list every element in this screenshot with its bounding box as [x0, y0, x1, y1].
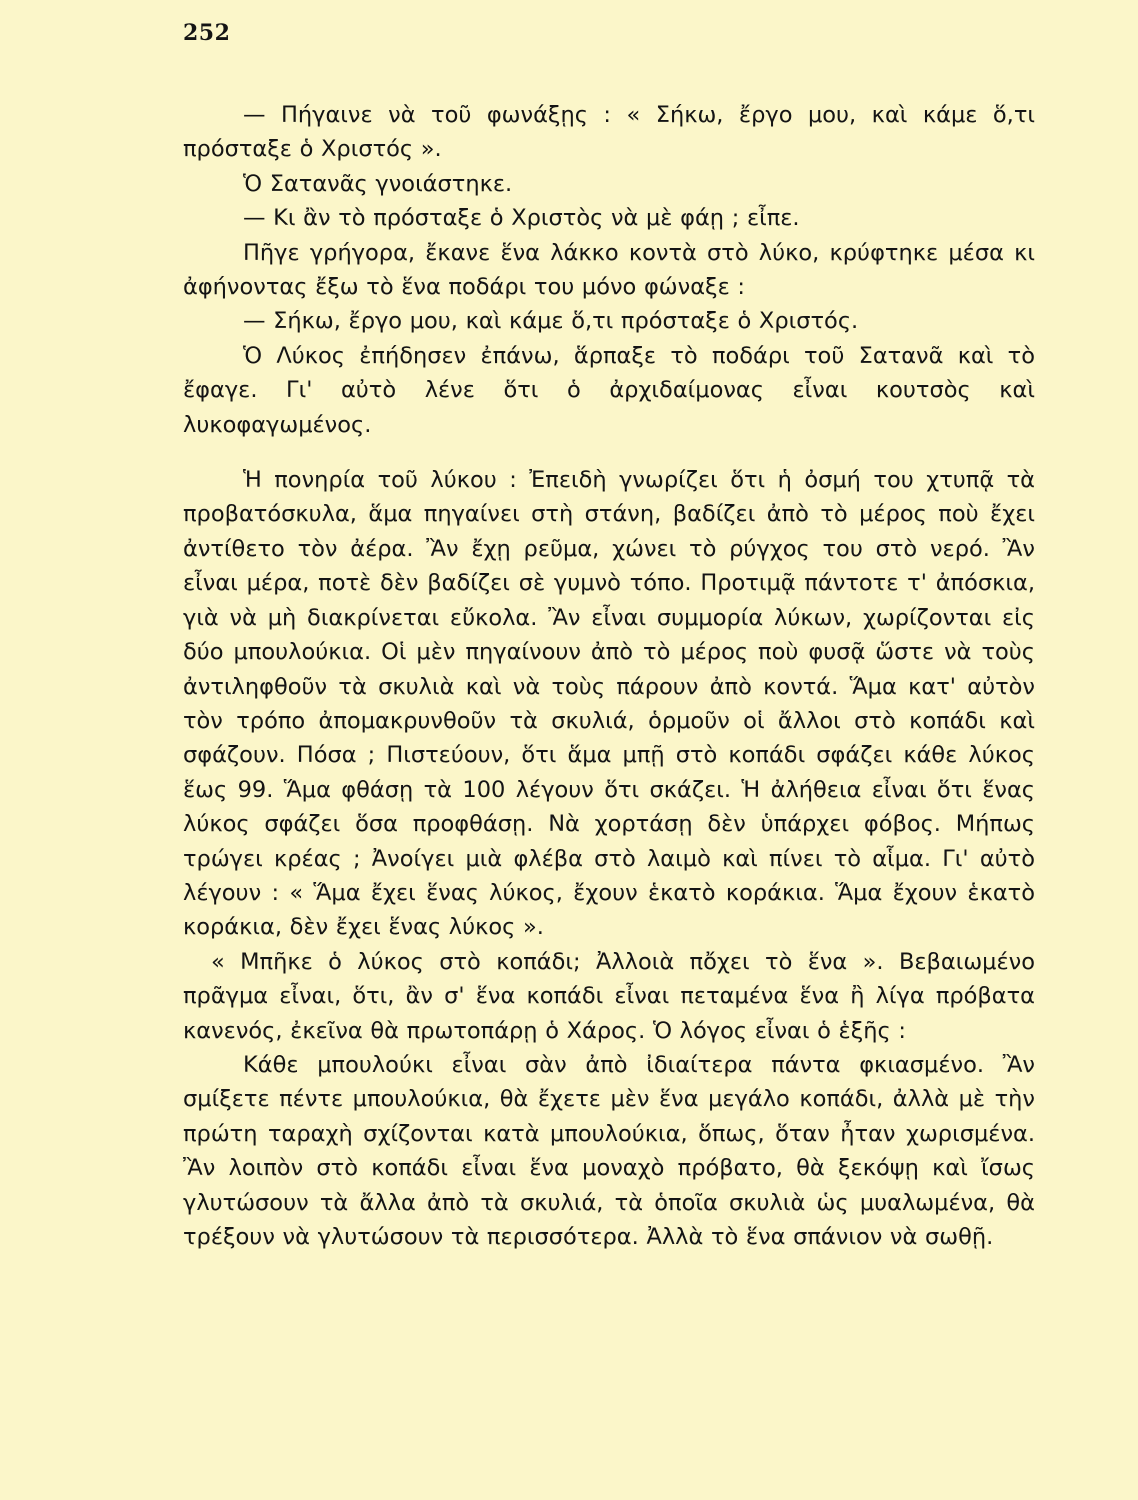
paragraph-2: Ὁ Σατανᾶς γνοιάστηκε.: [243, 170, 513, 197]
paragraph-1: — Πήγαινε νὰ τοῦ φωνάξῃς : « Σήκω, ἔργο μου, καὶ κάμε ὅ,τι πρόσταξε ὁ Χριστός ».: [183, 102, 1035, 163]
paragraph-5: — Σήκω, ἔργο μου, καὶ κάμε ὅ,τι πρόσταξε ὁ Χριστός.: [243, 308, 859, 335]
page-number: 252: [183, 20, 231, 46]
paragraph-4: Πῆγε γρήγορα, ἔκανε ἕνα λάκκο κοντὰ στὸ λύκο, κρύφτηκε μέσα κι ἀφήνοντας ἔξω τὸ ἕνα ποδάρι του μόνο φώναξε :: [183, 239, 1035, 301]
paragraph-3: — Κι ἂν τὸ πρόσταξε ὁ Χριστὸς νὰ μὲ φάῃ ; εἶπε.: [243, 205, 800, 232]
paragraph-8: « Μπῆκε ὁ λύκος στὸ κοπάδι; Ἀλλοιὰ πὄχει τὸ ἕνα ». Βεβαιωμένο πρᾶγμα εἶναι, ὅτι, ἂν σ' ἕνα κοπάδι εἶναι πεταμένα ἕνα ἢ λίγα πρόβατα κανενός, ἐκεῖνα θὰ πρωτοπάρῃ ὁ Χάρος. Ὁ λόγος εἶναι ὁ ἑξῆς :: [183, 948, 1035, 1044]
paragraph-7: Ἡ πονηρία τοῦ λύκου : Ἐπειδὴ γνωρίζει ὅτι ἡ ὀσμή του χτυπᾷ τὰ προβατόσκυλα, ἅμα πηγαίνει στὴ στάνη, βαδίζει ἀπὸ τὸ μέρος ποὺ ἔχει ἀντίθετο τὸν ἀέρα. Ἂν ἔχῃ ρεῦμα, χώνει τὸ ρύγχος του στὸ νερό. Ἂν εἶναι μέρα, ποτὲ δὲν βαδίζει σὲ γυμνὸ τόπο. Προτιμᾷ πάντοτε τ' ἀπόσκια, γιὰ νὰ μὴ διακρίνεται εὔκολα. Ἂν εἶναι συμμορία λύκων, χωρίζονται εἰς δύο μπουλούκια. Οἱ μὲν πηγαίνουν ἀπὸ τὸ μέρος ποὺ φυσᾷ ὥστε νὰ τοὺς ἀντιληφθοῦν τὰ σκυλιὰ καὶ νὰ τοὺς πάρουν ἀπὸ κοντά. Ἅμα κατ' αὐτὸν τὸν τρόπο ἀπομακρυνθοῦν τὰ σκυλιά, ὁρμοῦν οἱ ἄλλοι στὸ κοπάδι καὶ σφάζουν. Πόσα ; Πιστεύουν, ὅτι ἅμα μπῇ στὸ κοπάδι σφάζει κάθε λύκος ἕως 99. Ἅμα φθάσῃ τὰ 100 λέγουν ὅτι σκάζει. Ἡ ἀλήθεια εἶναι ὅτι ἕνας λύκος σφάζει ὅσα προφθάσῃ. Νὰ χορτάσῃ δὲν ὑπάρχει φόβος. Μήπως τρώγει κρέας ; Ἀνοίγει μιὰ φλέβα στὸ λαιμὸ καὶ πίνει τὸ αἷμα. Γι' αὐτὸ λέγουν : « Ἅμα ἔχει ἕνας λύκος, ἔχουν ἑκατὸ κοράκια. Ἅμα ἔχουν ἑκατὸ κοράκια, δὲν ἔχει ἕνας λύκος ».: [183, 467, 1035, 941]
paragraph-6: Ὁ Λύκος ἐπήδησεν ἐπάνω, ἅρπαξε τὸ ποδάρι τοῦ Σατανᾶ καὶ τὸ ἔφαγε. Γι' αὐτὸ λένε ὅτι ὁ ἀρχιδαίμονας εἶναι κουτσὸς καὶ λυκοφαγωμένος.: [183, 342, 1035, 438]
paragraph-9: Κάθε μπουλούκι εἶναι σὰν ἀπὸ ἰδιαίτερα πάντα φκιασμένο. Ἂν σμίξετε πέντε μπουλούκια, θὰ ἔχετε μὲν ἕνα μεγάλο κοπάδι, ἀλλὰ μὲ τὴν πρώτη ταραχὴ σχίζονται κατὰ μπουλούκια, ὅπως, ὅταν ἦταν χωρισμένα. Ἂν λοιπὸν στὸ κοπάδι εἶναι ἕνα μοναχὸ πρόβατο, θὰ ξεκόψῃ καὶ ἴσως γλυτώσουν τὰ ἄλλα ἀπὸ τὰ σκυλιά, τὰ ὁποῖα σκυλιὰ ὡς μυαλωμένα, θὰ τρέξουν νὰ γλυτώσουν τὰ περισσότερα. Ἀλλὰ τὸ ἕνα σπάνιον νὰ σωθῇ.: [183, 1051, 1035, 1250]
body-text: [183, 98, 1035, 1254]
